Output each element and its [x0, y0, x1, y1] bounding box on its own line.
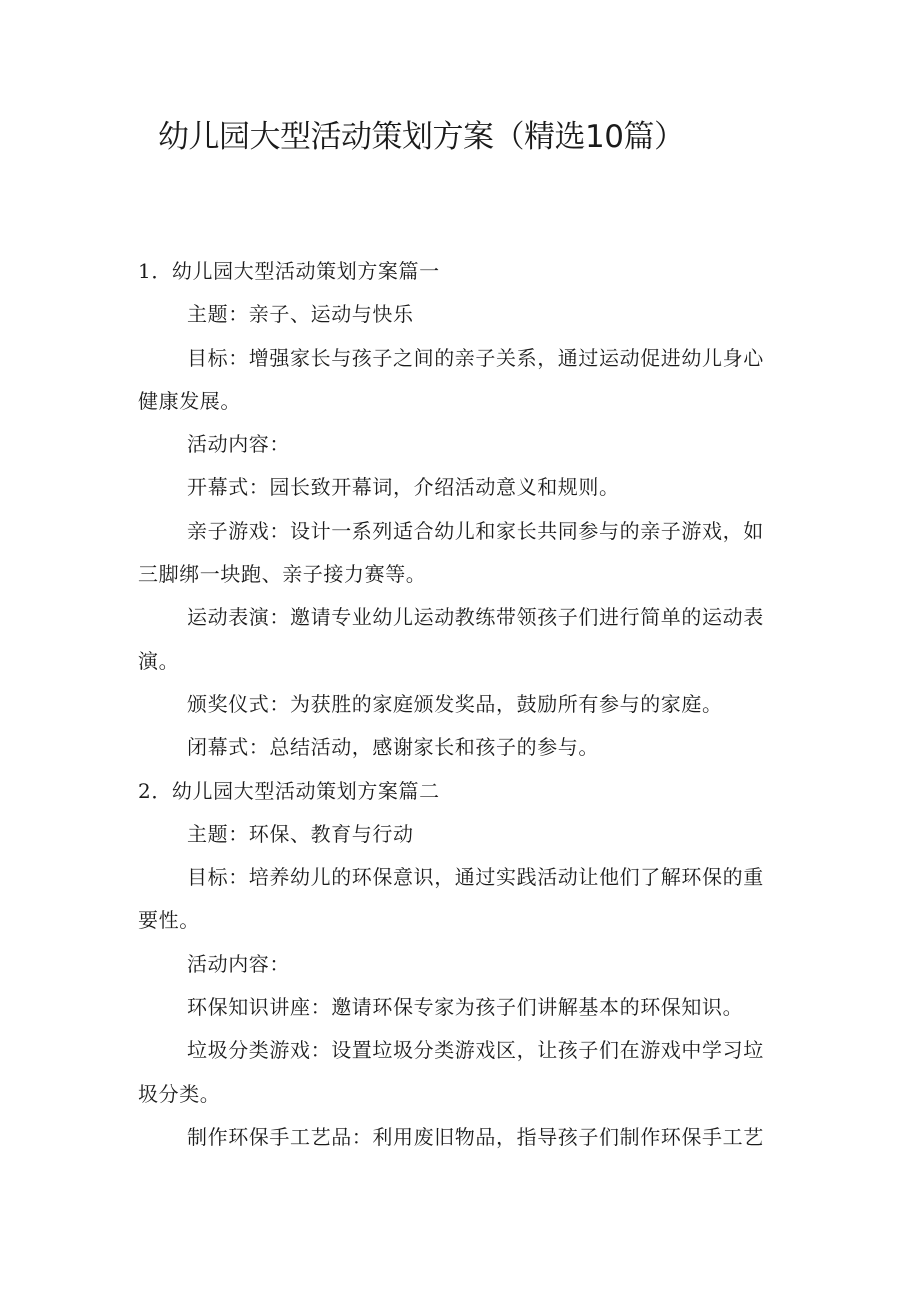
paragraph-line: 活动内容： — [187, 951, 290, 976]
document-title: 幼儿园大型活动策划方案（精选10篇） — [158, 119, 685, 155]
paragraph-line: 环保知识讲座：邀请环保专家为孩子们讲解基本的环保知识。 — [187, 995, 744, 1020]
paragraph-line: 圾分类。 — [138, 1081, 221, 1106]
paragraph-line: 制作环保手工艺品：利用废旧物品，指导孩子们制作环保手工艺 — [187, 1124, 764, 1149]
document-body — [138, 254, 788, 1163]
paragraph-line: 颁奖仪式：为获胜的家庭颁发奖品，鼓励所有参与的家庭。 — [187, 691, 723, 716]
paragraph-line: 开幕式：园长致开幕词，介绍活动意义和规则。 — [187, 475, 620, 500]
section-heading: 1．幼儿园大型活动策划方案篇一 — [138, 259, 440, 283]
paragraph-line: 活动内容： — [187, 432, 290, 457]
paragraph-line: 三脚绑一块跑、亲子接力赛等。 — [138, 562, 427, 587]
paragraph-line: 要性。 — [138, 908, 200, 933]
paragraph-line: 主题：亲子、运动与快乐 — [187, 302, 414, 327]
section-heading: 2．幼儿园大型活动策划方案篇二 — [138, 778, 440, 803]
paragraph-line: 目标：培养幼儿的环保意识，通过实践活动让他们了解环保的重 — [187, 865, 764, 890]
paragraph-line: 垃圾分类游戏：设置垃圾分类游戏区，让孩子们在游戏中学习垃 — [187, 1038, 764, 1063]
paragraph-line: 闭幕式：总结活动，感谢家长和孩子的参与。 — [187, 735, 599, 760]
paragraph-line: 目标：增强家长与孩子之间的亲子关系，通过运动促进幼儿身心 — [187, 345, 764, 370]
paragraph-line: 健康发展。 — [138, 388, 241, 413]
paragraph-line: 主题：环保、教育与行动 — [187, 821, 414, 846]
paragraph-line: 亲子游戏：设计一系列适合幼儿和家长共同参与的亲子游戏，如 — [187, 518, 764, 543]
paragraph-line: 运动表演：邀请专业幼儿运动教练带领孩子们进行简单的运动表 — [187, 605, 764, 630]
paragraph-line: 演。 — [138, 648, 180, 673]
